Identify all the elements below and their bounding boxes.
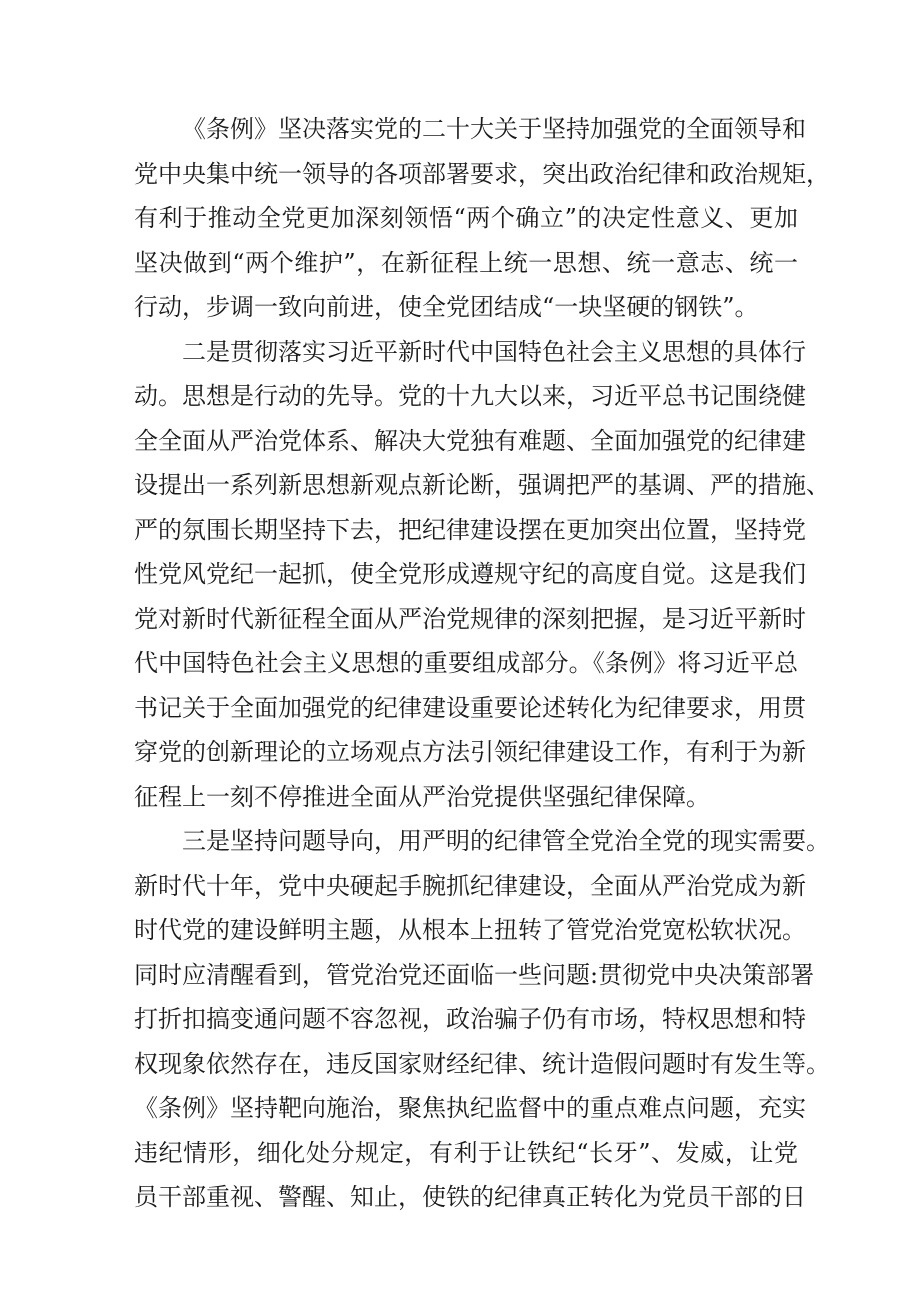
paragraph-3-line-3: 时代党的建设鲜明主题，从根本上扭转了管党治党宽松软状况。	[134, 916, 806, 944]
paragraph-3-line-9: 员干部重视、警醒、知止，使铁的纪律真正转化为党员干部的日	[134, 1183, 806, 1211]
paragraph-1-line-1: 《条例》坚决落实党的二十大关于坚持加强党的全面领导和	[182, 115, 806, 143]
paragraph-2-line-10: 穿党的创新理论的立场观点方法引领纪律建设工作，有利于为新	[134, 738, 806, 766]
paragraph-3-line-2: 新时代十年，党中央硬起手腕抓纪律建设，全面从严治党成为新	[134, 871, 806, 900]
paragraph-3-line-6: 权现象依然存在，违反国家财经纪律、统计造假问题时有发生等。	[134, 1049, 830, 1078]
paragraph-2-line-9: 书记关于全面加强党的纪律建设重要论述转化为纪律要求，用贯	[134, 693, 806, 722]
paragraph-1-line-5: 行动，步调一致向前进，使全党团结成“一块坚硬的钢铁”。	[134, 293, 759, 321]
paragraph-3-line-7: 《条例》坚持靶向施治，聚焦执纪监督中的重点难点问题，充实	[134, 1094, 806, 1122]
paragraph-1-line-3: 有利于推动全党更加深刻领悟“两个确立”的决定性意义、更加	[134, 204, 798, 232]
paragraph-2-line-1: 二是贯彻落实习近平新时代中国特色社会主义思想的具体行	[182, 337, 806, 366]
paragraph-3-line-4: 同时应清醒看到，管党治党还面临一些问题:贯彻党中央决策部署	[134, 960, 815, 989]
paragraph-3-line-8: 违纪情形，细化处分规定，有利于让铁纪“长牙”、发威，让党	[134, 1138, 798, 1167]
paragraph-2-line-7: 党对新时代新征程全面从严治党规律的深刻把握，是习近平新时	[134, 604, 806, 633]
paragraph-2-line-8: 代中国特色社会主义思想的重要组成部分。《条例》将习近平总	[134, 649, 798, 677]
paragraph-2-line-3: 全全面从严治党体系、解决大党独有难题、全面加强党的纪律建	[134, 426, 806, 455]
paragraph-1-line-2: 党中央集中统一领导的各项部署要求，突出政治纪律和政治规矩，	[134, 159, 830, 188]
paragraph-2-line-5: 严的氛围长期坚持下去，把纪律建设摆在更加突出位置，坚持党	[134, 515, 806, 544]
paragraph-3-line-5: 打折扣搞变通问题不容忽视，政治骗子仍有市场，特权思想和特	[134, 1005, 806, 1033]
paragraph-2-line-2: 动。思想是行动的先导。党的十九大以来，习近平总书记围绕健	[134, 382, 806, 410]
paragraph-3-line-1: 三是坚持问题导向，用严明的纪律管全党治全党的现实需要。	[182, 827, 830, 855]
paragraph-1-line-4: 坚决做到“两个维护”，在新征程上统一思想、统一意志、统一	[134, 248, 798, 277]
paragraph-2-line-6: 性党风党纪一起抓，使全党形成遵规守纪的高度自觉。这是我们	[134, 560, 806, 588]
paragraph-2-line-4: 设提出一系列新思想新观点新论断，强调把严的基调、严的措施、	[134, 471, 830, 499]
document-body	[134, 107, 830, 1220]
paragraph-2-line-11: 征程上一刻不停推进全面从严治党提供坚强纪律保障。	[134, 782, 710, 811]
